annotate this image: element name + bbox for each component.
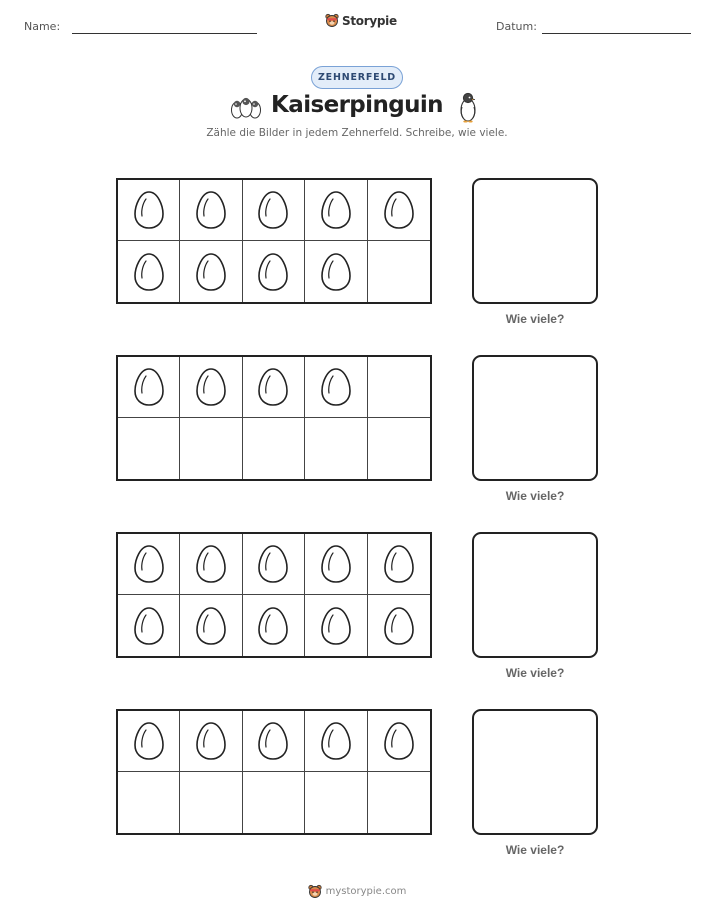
egg-icon <box>383 544 415 584</box>
answer-label-4: Wie viele? <box>505 843 565 857</box>
ten-frame-cell <box>368 772 430 833</box>
ten-frame-cell <box>368 711 430 772</box>
ten-frame-cell <box>305 711 367 772</box>
ten-frame-cell <box>243 534 305 595</box>
ten-frame-cell <box>368 241 430 302</box>
egg-icon <box>320 252 352 292</box>
brand-logo <box>325 13 397 28</box>
egg-icon <box>195 606 227 646</box>
ten-frame-cell <box>243 772 305 833</box>
footer-link[interactable]: mystorypie.com <box>325 886 407 897</box>
answer-box-4[interactable] <box>472 709 598 835</box>
ten-frame-cell <box>305 772 367 833</box>
egg-icon <box>320 544 352 584</box>
ten-frame-2 <box>116 355 432 481</box>
page-title: Kaiserpinguin <box>271 92 443 118</box>
ten-frame-cell <box>305 357 367 418</box>
footer <box>0 884 714 899</box>
instructions: Zähle die Bilder in jedem Zehnerfeld. Schreibe, wie viele. <box>206 127 508 139</box>
ten-frame-cell <box>243 180 305 241</box>
ten-frame-cell <box>118 241 180 302</box>
ten-frame-cell <box>180 180 242 241</box>
egg-icon <box>133 252 165 292</box>
egg-icon <box>133 606 165 646</box>
bear-mascot-icon <box>325 13 339 28</box>
egg-icon <box>195 252 227 292</box>
ten-frame-4 <box>116 709 432 835</box>
answer-label-2: Wie viele? <box>505 489 565 503</box>
answer-box-2[interactable] <box>472 355 598 481</box>
ten-frame-cell <box>180 418 242 479</box>
worksheet-badge: ZEHNERFELD <box>311 66 403 89</box>
ten-frame-cell <box>118 772 180 833</box>
egg-icon <box>257 721 289 761</box>
penguin-icon <box>457 91 479 123</box>
egg-icon <box>320 190 352 230</box>
ten-frame-cell <box>305 180 367 241</box>
egg-icon <box>257 190 289 230</box>
ten-frame-cell <box>118 357 180 418</box>
ten-frame-cell <box>180 772 242 833</box>
egg-icon <box>383 190 415 230</box>
ten-frame-cell <box>243 595 305 656</box>
egg-icon <box>257 367 289 407</box>
ten-frame-cell <box>180 711 242 772</box>
ten-frame-cell <box>180 357 242 418</box>
ten-frame-cell <box>118 711 180 772</box>
ten-frame-cell <box>305 534 367 595</box>
ten-frame-cell <box>180 241 242 302</box>
egg-icon <box>195 367 227 407</box>
answer-box-1[interactable] <box>472 178 598 304</box>
ten-frame-3 <box>116 532 432 658</box>
ten-frame-cell <box>305 418 367 479</box>
egg-icon <box>133 544 165 584</box>
ten-frame-cell <box>368 418 430 479</box>
egg-icon <box>195 721 227 761</box>
answer-label-1: Wie viele? <box>505 312 565 326</box>
ten-frame-cell <box>118 418 180 479</box>
egg-icon <box>320 367 352 407</box>
egg-icon <box>320 606 352 646</box>
egg-icon <box>257 544 289 584</box>
egg-icon <box>383 606 415 646</box>
ten-frame-cell <box>368 595 430 656</box>
ten-frame-cell <box>180 595 242 656</box>
ten-frame-cell <box>243 711 305 772</box>
name-line[interactable] <box>72 33 257 34</box>
ten-frame-cell <box>118 534 180 595</box>
ten-frame-1 <box>116 178 432 304</box>
egg-icon <box>133 190 165 230</box>
egg-icon <box>257 252 289 292</box>
ten-frame-cell <box>118 595 180 656</box>
ten-frame-cell <box>305 595 367 656</box>
egg-icon <box>320 721 352 761</box>
egg-icon <box>383 721 415 761</box>
ten-frame-cell <box>243 418 305 479</box>
egg-icon <box>195 190 227 230</box>
ten-frame-cell <box>368 534 430 595</box>
ten-frame-cell <box>368 357 430 418</box>
egg-icon <box>133 721 165 761</box>
answer-label-3: Wie viele? <box>505 666 565 680</box>
brand-name: Storypie <box>342 13 397 28</box>
egg-icon <box>195 544 227 584</box>
bear-mascot-icon <box>308 884 322 899</box>
penguin-group-icon <box>229 93 263 121</box>
ten-frame-cell <box>243 357 305 418</box>
egg-icon <box>133 367 165 407</box>
ten-frame-cell <box>305 241 367 302</box>
ten-frame-cell <box>118 180 180 241</box>
date-label: Datum: <box>496 20 537 33</box>
ten-frame-cell <box>243 241 305 302</box>
egg-icon <box>257 606 289 646</box>
ten-frame-cell <box>180 534 242 595</box>
name-label: Name: <box>24 20 61 33</box>
answer-box-3[interactable] <box>472 532 598 658</box>
date-line[interactable] <box>542 33 691 34</box>
ten-frame-cell <box>368 180 430 241</box>
